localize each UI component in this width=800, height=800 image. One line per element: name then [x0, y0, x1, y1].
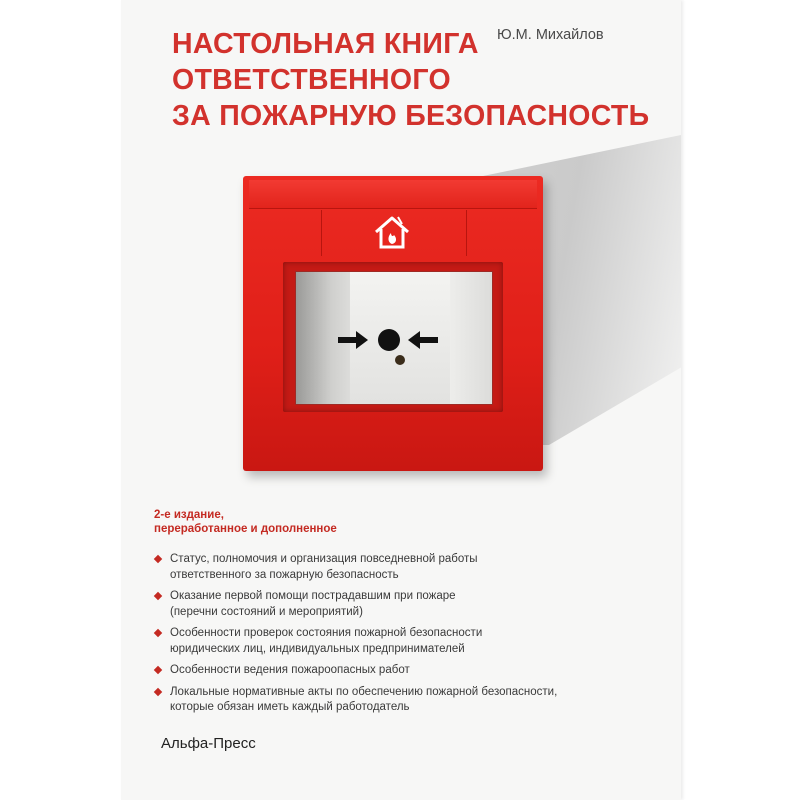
list-item-line: ответственного за пожарную безопасность: [170, 568, 399, 581]
list-item: [154, 626, 654, 657]
author-name: Ю.М. Михайлов: [497, 27, 604, 43]
list-item-line: Особенности проверок состояния пожарной безопасности: [170, 627, 483, 639]
alarm-glass: [295, 271, 493, 405]
list-item-line: Особенности ведения пожароопасных работ: [170, 664, 410, 676]
alarm-glass-window: [283, 262, 503, 412]
title-line-1: НАСТОЛЬНАЯ КНИГА: [172, 28, 479, 60]
indicator-dot-icon: [395, 355, 405, 365]
publisher-name: Альфа-Пресс: [161, 735, 256, 752]
book-cover: [121, 0, 681, 800]
bullet-diamond-icon: [154, 629, 162, 637]
edition-line-1: 2-е издание,: [154, 509, 224, 521]
arrow-right-icon: [338, 331, 368, 349]
list-item-line: Статус, полномочия и организация повседневной работы: [170, 553, 478, 565]
list-item-line: юридических лиц, индивидуальных предпринимателей: [170, 642, 465, 655]
edition-note: [154, 508, 337, 536]
arrow-left-icon: [408, 331, 438, 349]
edition-line-2: переработанное и дополненное: [154, 523, 337, 535]
list-item-line: которые обязан иметь каждый работодатель: [170, 701, 410, 713]
alarm-top-rim: [249, 180, 537, 209]
list-item-line: Оказание первой помощи пострадавшим при пожаре: [170, 590, 456, 602]
title-line-3: ЗА ПОЖАРНУЮ БЕЗОПАСНОСТЬ: [172, 100, 650, 132]
list-item: [154, 589, 654, 620]
press-arrows: [334, 320, 464, 366]
bullet-diamond-icon: [154, 687, 162, 695]
list-item-line: Локальные нормативные акты по обеспечению пожарной безопасности,: [170, 685, 558, 698]
bullet-diamond-icon: [154, 555, 162, 563]
bullet-diamond-icon: [154, 666, 162, 674]
list-item: [154, 663, 654, 679]
list-item: [154, 685, 654, 716]
title-line-2: ОТВЕТСТВЕННОГО: [172, 64, 451, 96]
alarm-label-strip: [321, 210, 467, 256]
list-item-line: (перечни состояний и мероприятий): [170, 605, 363, 618]
alarm-button-icon: [378, 329, 400, 351]
house-fire-icon: [372, 214, 412, 250]
bullet-diamond-icon: [154, 592, 162, 600]
feature-list: [154, 552, 654, 722]
fire-alarm-call-point: [243, 176, 543, 471]
list-item: [154, 552, 654, 583]
